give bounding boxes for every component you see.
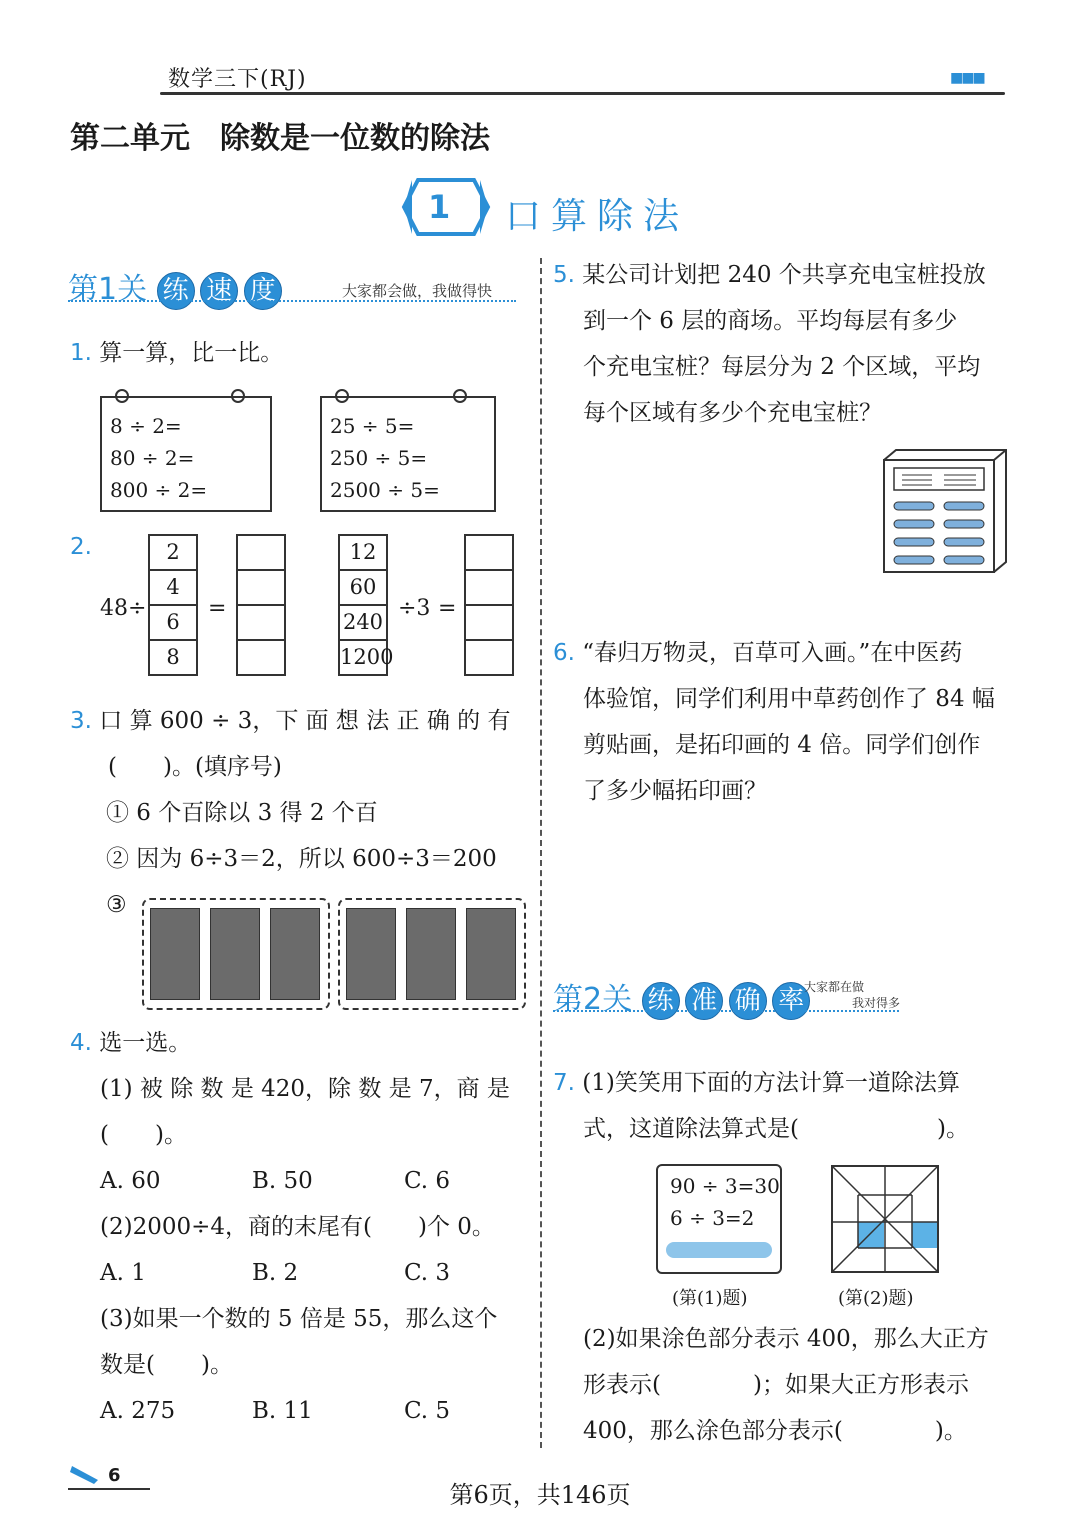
q7-part2	[583, 1316, 1023, 1454]
q2-cell: 240	[338, 604, 388, 641]
q2-answer-cell[interactable]	[236, 604, 286, 641]
q7-calc-line1: 90 ÷ 3=30	[670, 1174, 780, 1198]
level2-motto-2: 我对得多	[852, 996, 901, 1010]
lesson-title: 口算除法	[505, 196, 690, 237]
q7-block	[553, 1060, 1023, 1152]
q2-answer-cell[interactable]	[236, 639, 286, 676]
q1-expr: 800 ÷ 2=	[110, 478, 208, 502]
level2-char: 率	[772, 982, 810, 1020]
q5-number: 5.	[553, 262, 575, 288]
level1-char: 速	[200, 272, 238, 310]
q1-text: 算一算，比一比。	[99, 340, 284, 366]
q1-expr: 80 ÷ 2=	[110, 446, 195, 470]
q3-line1: 口 算 600 ÷ 3，下 面 想 法 正 确 的 有	[99, 708, 511, 734]
q7-calc-line2: 6 ÷ 3=2	[670, 1206, 755, 1230]
q3-option-2: ② 因为 6÷3＝2，所以 600÷3＝200	[106, 846, 497, 872]
level2-motto-1: 大家都在做	[804, 980, 865, 994]
level2-char: 确	[729, 982, 767, 1020]
header-rule	[160, 92, 1005, 95]
lesson-number: 1	[428, 188, 451, 226]
q1-expr: 8 ÷ 2=	[110, 414, 182, 438]
q6-line: 了多少幅拓印画？	[583, 778, 767, 804]
q7-line1: (1)笑笑用下面的方法计算一道除法算	[582, 1070, 960, 1096]
q5-line: 个充电宝桩？每层分为 2 个区域，平均	[583, 354, 981, 380]
level2-heading	[553, 974, 806, 1020]
q7-p2-line: (2)如果涂色部分表示 400，那么大正方	[583, 1326, 989, 1352]
q4-option: B. 11	[252, 1398, 313, 1424]
card-rings	[110, 386, 490, 410]
q2-answer-column-2[interactable]	[464, 536, 514, 676]
q7-p2-line: 形表示( )；如果大正方形表示	[583, 1372, 969, 1398]
q6-line: 体验馆，同学们利用中草药创作了 84 幅	[583, 686, 995, 712]
q2-answer-column-1[interactable]	[236, 536, 286, 676]
charging-station-icon	[878, 446, 1012, 578]
level2-char: 准	[685, 982, 723, 1020]
q3-option-3: ③	[106, 892, 127, 918]
level1-prefix: 第1关	[68, 272, 148, 307]
q2-cell: 1200	[338, 639, 388, 676]
q4-p3-line1: (3)如果一个数的 5 倍是 55，那么这个	[100, 1306, 498, 1332]
level1-heading	[68, 264, 278, 310]
q1-expr: 250 ÷ 5=	[330, 446, 428, 470]
q4-title: 选一选。	[99, 1030, 192, 1056]
header-marks: ■■■	[950, 70, 984, 86]
q2-cell: 8	[148, 639, 198, 676]
q3-option-1: ① 6 个百除以 3 得 2 个百	[106, 800, 378, 826]
q4-option: A. 1	[100, 1260, 146, 1286]
q2-cell: 60	[338, 569, 388, 606]
banknote-image	[406, 908, 456, 1000]
q6-line: “春归万物灵，百草可入画。”在中医药	[582, 640, 963, 666]
q2-answer-cell[interactable]	[464, 604, 514, 641]
page-indicator: 第6页，共146页	[449, 1481, 631, 1509]
level2-prefix: 第2关	[553, 982, 633, 1017]
banknote-group-1	[142, 898, 330, 1010]
q4-number: 4.	[70, 1030, 92, 1056]
q2-cell: 12	[338, 534, 388, 571]
level1-motto: 大家都会做，我做得快	[342, 282, 493, 300]
q2-cell: 2	[148, 534, 198, 571]
q4-option: C. 6	[404, 1168, 451, 1194]
banknote-image	[150, 908, 200, 1000]
q7-caption-1: (第(1)题)	[672, 1288, 748, 1309]
q4-p1-line1: (1) 被 除 数 是 420，除 数 是 7，商 是	[100, 1076, 510, 1102]
level1-char: 练	[157, 272, 195, 310]
q1-expr: 25 ÷ 5=	[330, 414, 415, 438]
q3-number: 3.	[70, 708, 92, 734]
banknote-image	[210, 908, 260, 1000]
q2-equals-2: =	[438, 596, 457, 621]
q4-p1-line2: ( )。	[100, 1122, 187, 1148]
q4-p2-line: (2)2000÷4，商的末尾有( )个 0。	[100, 1214, 495, 1240]
q7-caption-2: (第(2)题)	[838, 1288, 914, 1309]
level2-underline	[553, 1010, 899, 1012]
q2-answer-cell[interactable]	[236, 534, 286, 571]
q2-answer-cell[interactable]	[236, 569, 286, 606]
level1-underline	[68, 300, 516, 302]
column-divider	[540, 258, 542, 1448]
q1-prompt	[70, 330, 283, 376]
q4-option: B. 50	[252, 1168, 313, 1194]
q4-p3-line2: 数是( )。	[100, 1352, 233, 1378]
q7-number: 7.	[553, 1070, 575, 1096]
q4-option: B. 2	[252, 1260, 299, 1286]
q4-option: C. 5	[404, 1398, 451, 1424]
q2-number: 2.	[70, 534, 92, 560]
q3-line2: ( )。(填序号)	[108, 754, 282, 780]
blue-smudge	[666, 1242, 772, 1258]
q5-line: 每个区域有多少个充电宝桩？	[583, 400, 882, 426]
level1-char: 度	[244, 272, 282, 310]
q6-block	[553, 630, 1023, 814]
q4-block	[70, 1020, 530, 1434]
q4-option: A. 60	[100, 1168, 161, 1194]
q2-answer-cell[interactable]	[464, 569, 514, 606]
q2-answer-cell[interactable]	[464, 639, 514, 676]
q4-option: C. 3	[404, 1260, 451, 1286]
q1-number: 1.	[70, 340, 92, 366]
q1-card-2	[320, 396, 496, 512]
q2-divisor-column	[148, 536, 198, 676]
q4-p1-options	[70, 1158, 530, 1204]
q2-cell: 4	[148, 569, 198, 606]
q2-equals: =	[208, 596, 227, 621]
q7-square-diagram	[830, 1164, 940, 1274]
q5-block	[553, 252, 1023, 436]
q4-p2-options	[70, 1250, 530, 1296]
q6-number: 6.	[553, 640, 575, 666]
q7-calc-box	[656, 1164, 782, 1274]
q3-block	[70, 698, 530, 928]
q1-expr: 2500 ÷ 5=	[330, 478, 440, 502]
q7-p2-line: 400，那么涂色部分表示( )。	[583, 1418, 967, 1444]
q2-dividend-column	[338, 536, 394, 676]
page-number: 6	[108, 1465, 121, 1486]
q5-line: 到一个 6 层的商场。平均每层有多少	[583, 308, 958, 334]
q2-cell: 6	[148, 604, 198, 641]
book-title: 数学三下(RJ)	[168, 67, 307, 92]
banknote-image	[466, 908, 516, 1000]
q4-p3-options	[70, 1388, 530, 1434]
banknote-group-2	[338, 898, 526, 1010]
q4-option: A. 275	[100, 1398, 176, 1424]
banknote-image	[346, 908, 396, 1000]
q5-line: 某公司计划把 240 个共享充电宝桩投放	[582, 262, 986, 288]
q2-dividend: 48÷	[100, 596, 147, 621]
unit-title: 第二单元 除数是一位数的除法	[70, 121, 490, 156]
q2-divide-by-3: ÷3	[398, 596, 431, 621]
banknote-image	[270, 908, 320, 1000]
q7-line2: 式，这道除法算式是( )。	[583, 1116, 969, 1142]
q1-card-1	[100, 396, 272, 512]
q6-line: 剪贴画，是拓印画的 4 倍。同学们创作	[583, 732, 981, 758]
q2-answer-cell[interactable]	[464, 534, 514, 571]
level2-char: 练	[642, 982, 680, 1020]
